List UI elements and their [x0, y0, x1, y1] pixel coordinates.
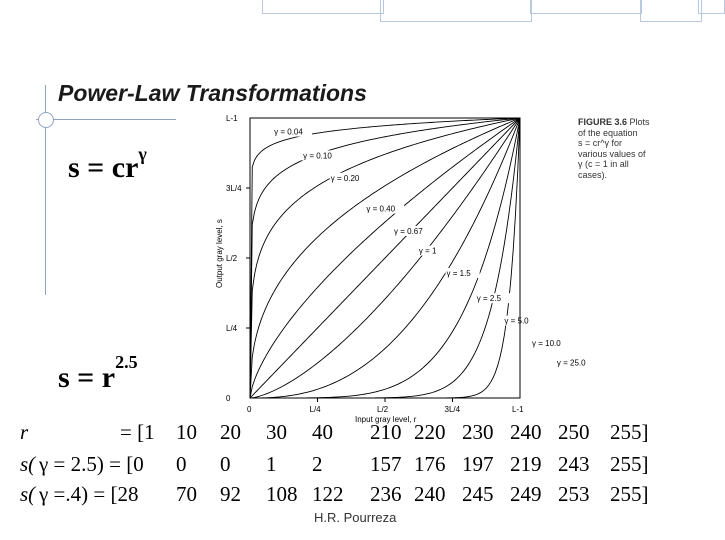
table-cell: 40 [312, 420, 333, 444]
equation-general-base: s = cr [68, 151, 139, 184]
table-cell: 219 [510, 452, 542, 476]
table-cell: 249 [510, 482, 542, 506]
row-label: r [20, 420, 29, 444]
curve-label: γ = 0.04 [274, 127, 303, 137]
y-axis-title: Output gray level, s [215, 219, 224, 288]
table-cell: 176 [414, 452, 446, 476]
y-tick-label: L/2 [226, 254, 238, 263]
table-cell: 0 [220, 452, 231, 476]
table-cell: 230 [462, 420, 494, 444]
caption-line-4: γ (c = 1 in all [578, 159, 629, 169]
equation-example [58, 352, 138, 395]
equation-general [68, 144, 147, 185]
curve-label: γ = 2.5 [476, 294, 502, 304]
row-label: s( [20, 452, 36, 476]
y-tick-label: 0 [226, 394, 231, 403]
top-decoration [0, 0, 720, 28]
curve-label: γ = 0.10 [303, 151, 332, 161]
table-cell: 253 [558, 482, 590, 506]
x-tick-label: L-1 [512, 405, 524, 414]
curve-label: γ = 0.67 [394, 227, 423, 236]
curve-label: γ = 10.0 [532, 339, 561, 348]
table-cell: 0 [176, 452, 187, 476]
caption-line-2: s = cr^γ for [578, 138, 622, 148]
caption-head: FIGURE 3.6 [578, 117, 628, 127]
footer-author: H.R. Pourreza [314, 510, 397, 525]
table-cell: 255] [610, 482, 649, 506]
row-label: s( [20, 482, 36, 506]
table-cell: 240 [414, 482, 446, 506]
table-cell: 255] [610, 420, 649, 444]
curve-label: γ = 1 [418, 246, 437, 256]
table-cell: 10 [176, 420, 197, 444]
curve-label: γ = 25.0 [556, 358, 586, 368]
curve-gamma-1 [250, 118, 520, 398]
table-cell: 245 [462, 482, 494, 506]
power-law-chart [210, 108, 586, 424]
equation-example-exponent: 2.5 [115, 352, 138, 372]
table-cell: 92 [220, 482, 241, 506]
table-cell: 1 [266, 452, 277, 476]
row-label-extra: γ =.4) = [28 [39, 482, 139, 506]
curve-label: γ = 1.5 [446, 269, 471, 278]
equation-example-base: s = r [58, 361, 116, 394]
chart-curve-labels [273, 127, 595, 368]
x-tick-label: L/2 [377, 405, 389, 414]
x-tick-label: 0 [247, 405, 252, 414]
figure-caption [578, 117, 658, 180]
decorative-horizontal-line [36, 119, 176, 120]
table-cell: 250 [558, 420, 590, 444]
table-cell: 255] [610, 452, 649, 476]
table-cell: 197 [462, 452, 494, 476]
caption-line-3: various values of [578, 148, 646, 159]
table-cell: 236 [370, 482, 402, 506]
curve-label: γ = 0.40 [366, 204, 396, 214]
caption-line-5: cases). [578, 169, 608, 180]
x-tick-label: 3L/4 [444, 405, 461, 414]
equation-general-exponent: γ [138, 144, 147, 164]
decorative-circle [38, 112, 54, 128]
table-cell: 108 [266, 482, 298, 506]
row-label-extra: γ = 2.5) = [0 [39, 452, 144, 476]
table-cell: 20 [220, 420, 241, 444]
table-cell: 30 [266, 420, 287, 444]
table-cell: 70 [176, 482, 197, 506]
chart-curves [250, 118, 520, 398]
table-cell: 210 [370, 420, 402, 444]
table-cell: 220 [414, 420, 446, 444]
caption-line-1: of the equation [578, 127, 638, 138]
table-cell: 240 [510, 420, 542, 444]
x-axis-title: Input gray level, r [355, 415, 417, 424]
y-tick-label: 3L/4 [226, 184, 242, 193]
caption-line-0: Plots [629, 117, 650, 127]
table-cell: 2 [312, 452, 323, 476]
curve-label: γ = 0.20 [330, 173, 360, 183]
y-tick-label: L/4 [226, 324, 238, 333]
row-label-extra: = [1 [120, 420, 155, 444]
curve-label: γ = 5.0 [504, 316, 529, 326]
y-tick-label: L-1 [226, 114, 238, 123]
table-cell: 122 [312, 482, 344, 506]
table-cell: 243 [558, 452, 590, 476]
slide-title: Power-Law Transformations [58, 80, 367, 106]
table-cell: 157 [370, 452, 402, 476]
x-tick-label: L/4 [309, 405, 321, 414]
